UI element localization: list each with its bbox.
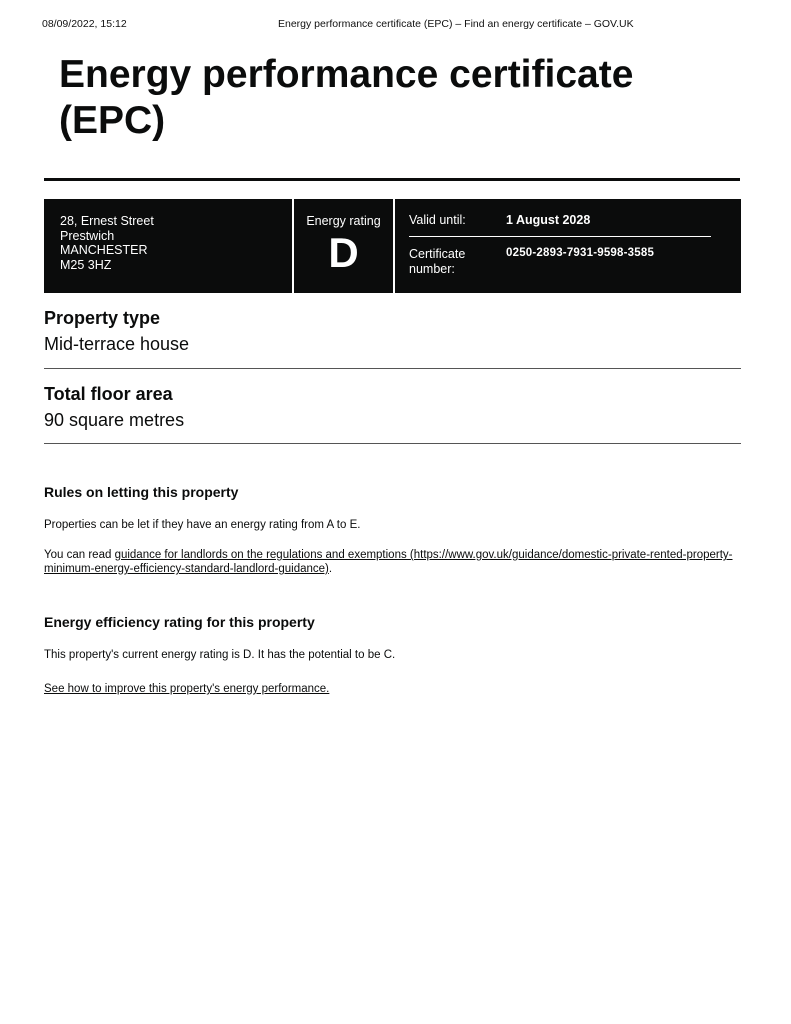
letting-rules-text: Properties can be let if they have an energy rating from A to E. xyxy=(44,519,361,531)
efficiency-rating-text: This property's current energy rating is D. It has the potential to be C. xyxy=(44,649,396,661)
property-type-value: Mid-terrace house xyxy=(44,334,190,354)
section-divider xyxy=(44,443,741,444)
certificate-details xyxy=(395,199,741,293)
letting-guidance-text xyxy=(44,548,734,576)
title-divider xyxy=(44,178,740,181)
certificate-number-row xyxy=(409,237,711,276)
guidance-prefix: You can read xyxy=(44,549,115,561)
address-line-4: M25 3HZ xyxy=(60,257,112,272)
epc-summary-box xyxy=(44,199,741,293)
certificate-number-label: Certificate number: xyxy=(409,247,466,276)
print-page-title: Energy performance certificate (EPC) – Find an energy certificate – GOV.UK xyxy=(278,18,634,30)
guidance-suffix: . xyxy=(328,563,333,575)
letting-rules-heading: Rules on letting this property xyxy=(44,484,239,500)
page-title: Energy performance certificate (EPC) xyxy=(59,53,634,142)
property-address xyxy=(44,199,292,293)
floor-area-heading: Total floor area xyxy=(44,384,173,404)
certificate-number-value: 0250-2893-7931-9598-3585 xyxy=(506,247,655,259)
floor-area-value: 90 square metres xyxy=(44,410,185,430)
address-line-3: MANCHESTER xyxy=(60,243,148,257)
print-date: 08/09/2022, 15:12 xyxy=(42,18,127,30)
floor-area-section xyxy=(44,384,741,431)
section-divider xyxy=(44,368,741,369)
property-type-heading: Property type xyxy=(44,308,161,328)
energy-rating-block xyxy=(294,199,393,293)
valid-until-value: 1 August 2028 xyxy=(506,213,591,227)
improve-performance-paragraph xyxy=(44,682,734,696)
energy-rating-label: Energy rating xyxy=(306,214,381,228)
address-line-2: Prestwich xyxy=(60,228,115,243)
valid-until-row xyxy=(409,213,711,237)
energy-rating-letter: D xyxy=(328,229,359,276)
improve-performance-link[interactable]: See how to improve this property's energy performance. xyxy=(44,683,330,695)
efficiency-rating-heading: Energy efficiency rating for this property xyxy=(44,614,315,630)
property-type-section xyxy=(44,308,741,355)
landlord-guidance-link[interactable]: guidance for landlords on the regulations and exemptions (https://www.gov.uk/guidance/domestic-private-rented-property-minimum-energy-efficiency-standard-landlord-guidance) xyxy=(44,549,733,575)
address-line-1: 28, Ernest Street xyxy=(60,214,154,228)
valid-until-label: Valid until: xyxy=(409,213,466,227)
